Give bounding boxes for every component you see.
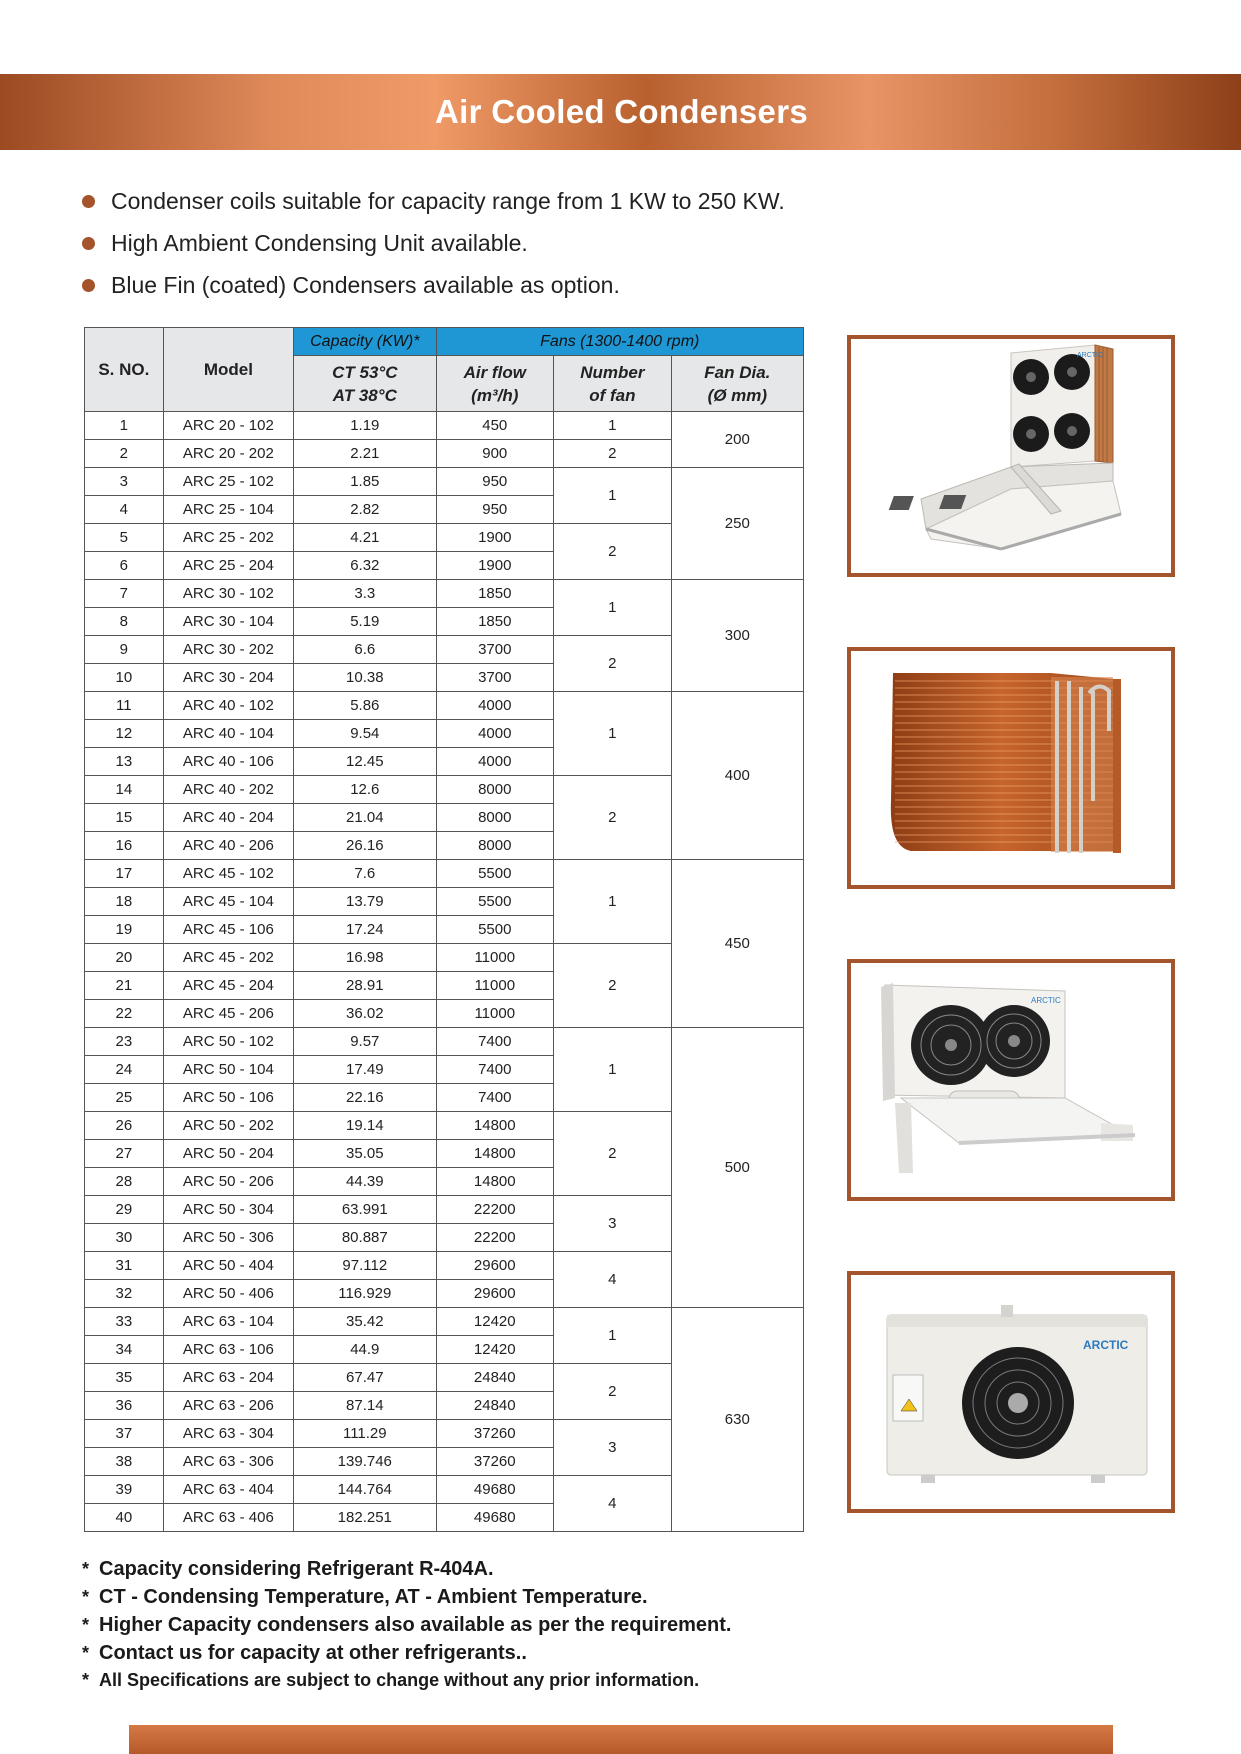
cell-capacity: 6.6 [294, 636, 436, 664]
col-sno-header: S. NO. [85, 328, 164, 412]
bullet-dot-icon [82, 279, 95, 292]
cell-sno: 13 [85, 748, 164, 776]
cell-model: ARC 20 - 102 [163, 412, 293, 440]
cell-fan-dia: 400 [671, 692, 803, 860]
cell-airflow: 950 [436, 496, 554, 524]
cell-airflow: 12420 [436, 1308, 554, 1336]
table-body [85, 412, 804, 1532]
footnote-marker: * [82, 1643, 90, 1663]
cell-capacity: 63.991 [294, 1196, 436, 1224]
cell-capacity: 35.42 [294, 1308, 436, 1336]
cell-model: ARC 50 - 202 [163, 1112, 293, 1140]
cell-sno: 22 [85, 1000, 164, 1028]
cell-fan-number: 1 [554, 412, 672, 440]
cell-sno: 18 [85, 888, 164, 916]
cell-airflow: 14800 [436, 1168, 554, 1196]
col-capacity-header [294, 356, 436, 412]
capacity-group-header: Capacity (KW)* [294, 328, 436, 356]
cell-airflow: 1900 [436, 552, 554, 580]
v-condenser-image [851, 339, 1171, 573]
cell-sno: 17 [85, 860, 164, 888]
cell-fan-number: 2 [554, 636, 672, 692]
col-number-label: Number [580, 362, 645, 382]
bullet-dot-icon [82, 195, 95, 208]
cell-fan-number: 3 [554, 1196, 672, 1252]
cell-sno: 1 [85, 412, 164, 440]
product-photo-v-condenser [847, 335, 1175, 577]
cell-sno: 12 [85, 720, 164, 748]
cell-airflow: 11000 [436, 972, 554, 1000]
cell-sno: 3 [85, 468, 164, 496]
feature-text: Condenser coils suitable for capacity range from 1 KW to 250 KW. [111, 188, 785, 214]
cell-model: ARC 40 - 104 [163, 720, 293, 748]
cell-fan-number: 1 [554, 580, 672, 636]
cell-sno: 11 [85, 692, 164, 720]
cell-airflow: 7400 [436, 1056, 554, 1084]
cell-airflow: 5500 [436, 860, 554, 888]
cell-sno: 30 [85, 1224, 164, 1252]
feature-item [80, 180, 785, 222]
cell-model: ARC 30 - 104 [163, 608, 293, 636]
product-photo-copper-coil [847, 647, 1175, 889]
cell-model: ARC 25 - 202 [163, 524, 293, 552]
cell-capacity: 28.91 [294, 972, 436, 1000]
cell-capacity: 111.29 [294, 1420, 436, 1448]
cell-fan-number: 4 [554, 1476, 672, 1532]
cell-model: ARC 30 - 202 [163, 636, 293, 664]
cell-model: ARC 40 - 102 [163, 692, 293, 720]
cell-capacity: 116.929 [294, 1280, 436, 1308]
cell-airflow: 4000 [436, 692, 554, 720]
cell-capacity: 6.32 [294, 552, 436, 580]
cell-fan-number: 2 [554, 1364, 672, 1420]
cell-sno: 35 [85, 1364, 164, 1392]
cell-model: ARC 40 - 204 [163, 804, 293, 832]
col-number-unit: of fan [589, 385, 636, 405]
table-row [85, 412, 804, 440]
cell-capacity: 10.38 [294, 664, 436, 692]
cell-sno: 4 [85, 496, 164, 524]
col-fandia-unit: (Ø mm) [707, 385, 768, 405]
cell-model: ARC 45 - 102 [163, 860, 293, 888]
footnote [82, 1555, 731, 1583]
footnotes [82, 1555, 731, 1693]
cell-airflow: 24840 [436, 1392, 554, 1420]
copper-coil-image [851, 651, 1171, 885]
cell-airflow: 11000 [436, 944, 554, 972]
feature-text: Blue Fin (coated) Condensers available as option. [111, 272, 620, 298]
cell-fan-number: 1 [554, 692, 672, 776]
cell-airflow: 49680 [436, 1504, 554, 1532]
cell-model: ARC 63 - 304 [163, 1420, 293, 1448]
cell-sno: 28 [85, 1168, 164, 1196]
photo-brand-label: ARCTIC [1083, 1338, 1129, 1352]
table-row [85, 580, 804, 608]
cell-fan-number: 2 [554, 944, 672, 1028]
cell-model: ARC 63 - 106 [163, 1336, 293, 1364]
cell-capacity: 13.79 [294, 888, 436, 916]
cell-capacity: 80.887 [294, 1224, 436, 1252]
cell-airflow: 5500 [436, 916, 554, 944]
cell-fan-number: 4 [554, 1252, 672, 1308]
cell-capacity: 26.16 [294, 832, 436, 860]
cell-airflow: 8000 [436, 804, 554, 832]
cell-fan-number: 2 [554, 524, 672, 580]
cell-capacity: 9.57 [294, 1028, 436, 1056]
col-airflow-header [436, 356, 554, 412]
col-at-label: AT 38°C [332, 385, 397, 405]
cell-model: ARC 50 - 206 [163, 1168, 293, 1196]
cell-sno: 26 [85, 1112, 164, 1140]
two-fan-unit-image [851, 963, 1171, 1197]
footnote-text: All Specifications are subject to change without any prior information. [99, 1670, 700, 1690]
cell-sno: 38 [85, 1448, 164, 1476]
col-fandia-label: Fan Dia. [704, 362, 771, 382]
cell-capacity: 36.02 [294, 1000, 436, 1028]
cell-sno: 31 [85, 1252, 164, 1280]
cell-airflow: 3700 [436, 664, 554, 692]
cell-fan-number: 1 [554, 468, 672, 524]
cell-capacity: 22.16 [294, 1084, 436, 1112]
cell-model: ARC 45 - 104 [163, 888, 293, 916]
cell-airflow: 4000 [436, 720, 554, 748]
cell-fan-number: 1 [554, 1308, 672, 1364]
footnote-text: Capacity considering Refrigerant R-404A. [99, 1558, 494, 1580]
cell-model: ARC 45 - 206 [163, 1000, 293, 1028]
cell-sno: 40 [85, 1504, 164, 1532]
cell-model: ARC 45 - 202 [163, 944, 293, 972]
cell-sno: 9 [85, 636, 164, 664]
cell-fan-dia: 450 [671, 860, 803, 1028]
cell-sno: 32 [85, 1280, 164, 1308]
cell-airflow: 29600 [436, 1280, 554, 1308]
feature-text: High Ambient Condensing Unit available. [111, 230, 528, 256]
cell-sno: 7 [85, 580, 164, 608]
cell-capacity: 144.764 [294, 1476, 436, 1504]
footer-bar [129, 1725, 1113, 1754]
table-row [85, 1308, 804, 1336]
footnote-text: CT - Condensing Temperature, AT - Ambient Temperature. [99, 1586, 648, 1608]
cell-capacity: 2.21 [294, 440, 436, 468]
cell-sno: 8 [85, 608, 164, 636]
cell-capacity: 12.45 [294, 748, 436, 776]
cell-sno: 19 [85, 916, 164, 944]
cell-fan-number: 1 [554, 860, 672, 944]
cell-airflow: 37260 [436, 1448, 554, 1476]
cell-fan-number: 3 [554, 1420, 672, 1476]
cell-fan-dia: 630 [671, 1308, 803, 1532]
cell-capacity: 44.39 [294, 1168, 436, 1196]
cell-airflow: 1850 [436, 580, 554, 608]
cell-capacity: 67.47 [294, 1364, 436, 1392]
cell-sno: 24 [85, 1056, 164, 1084]
footnote-marker: * [82, 1670, 90, 1690]
footnote-text: Higher Capacity condensers also available as per the requirement. [99, 1614, 732, 1636]
cell-sno: 15 [85, 804, 164, 832]
cell-capacity: 5.86 [294, 692, 436, 720]
table-row [85, 692, 804, 720]
cell-airflow: 22200 [436, 1196, 554, 1224]
cell-sno: 23 [85, 1028, 164, 1056]
cell-fan-dia: 250 [671, 468, 803, 580]
cell-capacity: 5.19 [294, 608, 436, 636]
footnote-marker: * [82, 1615, 90, 1635]
cell-sno: 27 [85, 1140, 164, 1168]
cell-model: ARC 63 - 406 [163, 1504, 293, 1532]
cell-model: ARC 50 - 106 [163, 1084, 293, 1112]
cell-capacity: 21.04 [294, 804, 436, 832]
cell-airflow: 950 [436, 468, 554, 496]
cell-capacity: 2.82 [294, 496, 436, 524]
cell-capacity: 182.251 [294, 1504, 436, 1532]
col-fandia-header [671, 356, 803, 412]
cell-airflow: 8000 [436, 776, 554, 804]
cell-airflow: 4000 [436, 748, 554, 776]
cell-capacity: 87.14 [294, 1392, 436, 1420]
cell-sno: 20 [85, 944, 164, 972]
cell-airflow: 7400 [436, 1084, 554, 1112]
cell-capacity: 12.6 [294, 776, 436, 804]
cell-model: ARC 50 - 306 [163, 1224, 293, 1252]
cell-model: ARC 40 - 106 [163, 748, 293, 776]
cell-capacity: 35.05 [294, 1140, 436, 1168]
cell-airflow: 1900 [436, 524, 554, 552]
table-header-row [85, 328, 804, 356]
cell-sno: 29 [85, 1196, 164, 1224]
cell-fan-number: 2 [554, 1112, 672, 1196]
page-title: Air Cooled Condensers [434, 93, 809, 130]
cell-model: ARC 50 - 304 [163, 1196, 293, 1224]
cell-airflow: 5500 [436, 888, 554, 916]
col-number-header [554, 356, 672, 412]
cell-airflow: 14800 [436, 1112, 554, 1140]
cell-sno: 2 [85, 440, 164, 468]
cell-sno: 39 [85, 1476, 164, 1504]
cell-capacity: 9.54 [294, 720, 436, 748]
cell-model: ARC 63 - 206 [163, 1392, 293, 1420]
cell-model: ARC 25 - 204 [163, 552, 293, 580]
footnote-marker: * [82, 1587, 90, 1607]
cell-model: ARC 63 - 404 [163, 1476, 293, 1504]
cell-fan-number: 2 [554, 776, 672, 860]
cell-fan-dia: 200 [671, 412, 803, 468]
cell-capacity: 97.112 [294, 1252, 436, 1280]
cell-model: ARC 25 - 102 [163, 468, 293, 496]
footnote [82, 1611, 731, 1639]
cell-model: ARC 40 - 202 [163, 776, 293, 804]
col-airflow-unit: (m³/h) [471, 385, 519, 405]
cell-capacity: 44.9 [294, 1336, 436, 1364]
cell-fan-dia: 300 [671, 580, 803, 692]
cell-airflow: 7400 [436, 1028, 554, 1056]
col-model-header: Model [163, 328, 293, 412]
spec-table [84, 327, 804, 1532]
cell-model: ARC 63 - 204 [163, 1364, 293, 1392]
cell-sno: 34 [85, 1336, 164, 1364]
photo-brand-label: ARCTIC [1031, 996, 1061, 1005]
cell-airflow: 14800 [436, 1140, 554, 1168]
cell-sno: 33 [85, 1308, 164, 1336]
cell-model: ARC 20 - 202 [163, 440, 293, 468]
footnote [82, 1583, 731, 1611]
table-row [85, 468, 804, 496]
cell-capacity: 7.6 [294, 860, 436, 888]
cell-airflow: 11000 [436, 1000, 554, 1028]
cell-model: ARC 50 - 102 [163, 1028, 293, 1056]
feature-item [80, 222, 785, 264]
cell-model: ARC 25 - 104 [163, 496, 293, 524]
cell-sno: 10 [85, 664, 164, 692]
title-banner [0, 74, 1241, 150]
cell-airflow: 49680 [436, 1476, 554, 1504]
cell-sno: 37 [85, 1420, 164, 1448]
cell-capacity: 4.21 [294, 524, 436, 552]
cell-airflow: 3700 [436, 636, 554, 664]
cell-sno: 14 [85, 776, 164, 804]
cell-model: ARC 50 - 406 [163, 1280, 293, 1308]
feature-list [80, 180, 785, 306]
cell-fan-dia: 500 [671, 1028, 803, 1308]
cell-model: ARC 30 - 204 [163, 664, 293, 692]
col-airflow-label: Air flow [463, 362, 526, 382]
bullet-dot-icon [82, 237, 95, 250]
footnote [82, 1639, 731, 1667]
cell-model: ARC 50 - 104 [163, 1056, 293, 1084]
cell-sno: 6 [85, 552, 164, 580]
table-row [85, 860, 804, 888]
cell-capacity: 16.98 [294, 944, 436, 972]
cell-sno: 21 [85, 972, 164, 1000]
col-ct-label: CT 53°C [332, 362, 398, 382]
cell-model: ARC 63 - 306 [163, 1448, 293, 1476]
cell-airflow: 8000 [436, 832, 554, 860]
cell-fan-number: 1 [554, 1028, 672, 1112]
cell-fan-number: 2 [554, 440, 672, 468]
cell-capacity: 17.49 [294, 1056, 436, 1084]
cell-airflow: 24840 [436, 1364, 554, 1392]
cell-capacity: 19.14 [294, 1112, 436, 1140]
cell-capacity: 1.19 [294, 412, 436, 440]
cell-model: ARC 50 - 404 [163, 1252, 293, 1280]
cell-airflow: 450 [436, 412, 554, 440]
cell-model: ARC 63 - 104 [163, 1308, 293, 1336]
cell-model: ARC 45 - 204 [163, 972, 293, 1000]
cell-airflow: 22200 [436, 1224, 554, 1252]
cell-sno: 5 [85, 524, 164, 552]
cell-model: ARC 30 - 102 [163, 580, 293, 608]
product-photo-box-unit [847, 1271, 1175, 1513]
cell-airflow: 12420 [436, 1336, 554, 1364]
cell-airflow: 37260 [436, 1420, 554, 1448]
feature-item [80, 264, 785, 306]
cell-capacity: 139.746 [294, 1448, 436, 1476]
cell-capacity: 17.24 [294, 916, 436, 944]
cell-model: ARC 45 - 106 [163, 916, 293, 944]
cell-sno: 16 [85, 832, 164, 860]
cell-airflow: 900 [436, 440, 554, 468]
cell-capacity: 1.85 [294, 468, 436, 496]
cell-capacity: 3.3 [294, 580, 436, 608]
footnote [82, 1667, 731, 1693]
footnote-marker: * [82, 1559, 90, 1579]
cell-airflow: 29600 [436, 1252, 554, 1280]
cell-model: ARC 40 - 206 [163, 832, 293, 860]
cell-airflow: 1850 [436, 608, 554, 636]
box-unit-image [851, 1275, 1171, 1509]
fans-group-header: Fans (1300-1400 rpm) [436, 328, 803, 356]
footnote-text: Contact us for capacity at other refrigerants.. [99, 1642, 527, 1664]
cell-sno: 36 [85, 1392, 164, 1420]
product-photo-two-fan-unit [847, 959, 1175, 1201]
cell-model: ARC 50 - 204 [163, 1140, 293, 1168]
table-row [85, 1028, 804, 1056]
photo-brand-label: ARCTIC [1077, 352, 1104, 359]
cell-sno: 25 [85, 1084, 164, 1112]
